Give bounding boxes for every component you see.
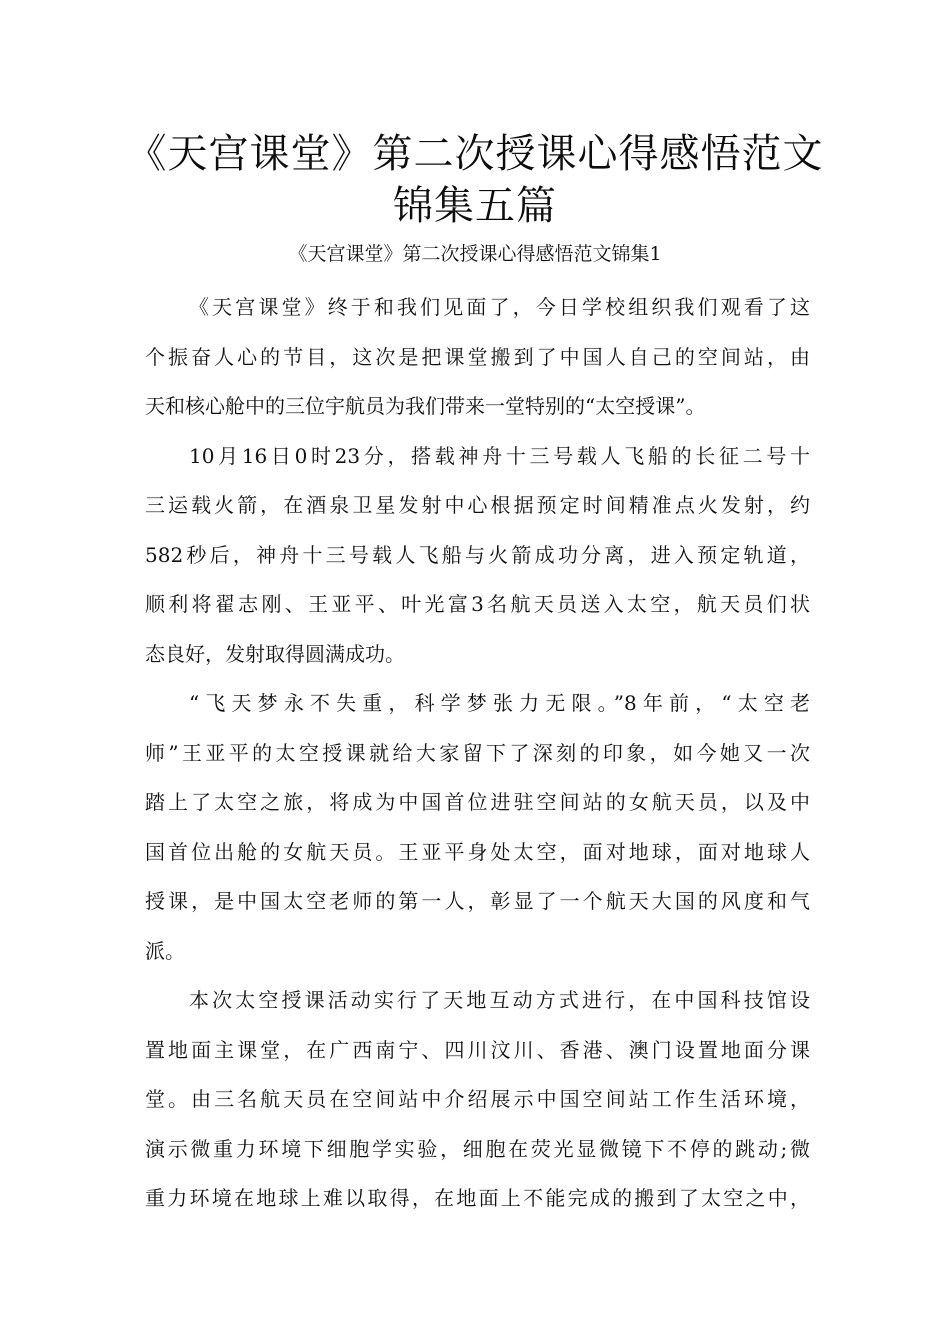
- paragraph: [145, 432, 810, 680]
- text-line: 三运载火箭，在酒泉卫星发射中心根据预定时间精准点火发射，约: [145, 493, 810, 517]
- document-title-line-1: 《天宫课堂》第二次授课心得感悟范文: [126, 131, 824, 177]
- paragraph: [145, 976, 810, 1224]
- text-line: 国首位出舱的女航天员。王亚平身处太空，面对地球，面对地球人: [145, 839, 810, 864]
- text-line: 个振奋人心的节目，这次是把课堂搬到了中国人自己的空间站，由: [145, 344, 810, 369]
- text-line: 置地面主课堂，在广西南宁、四川汶川、香港、澳门设置地面分课: [145, 1037, 810, 1062]
- text-line: 师”王亚平的太空授课就给大家留下了深刻的印象，如今她又一次: [145, 740, 810, 765]
- text-line: 授课，是中国太空老师的第一人，彰显了一个航天大国的风度和气: [145, 889, 810, 913]
- section-subtitle: 《天宫课堂》第二次授课心得感悟范文锦集1: [288, 243, 662, 265]
- text-line: 582秒后，神舟十三号载人飞船与火箭成功分离，进入预定轨道，: [145, 542, 810, 567]
- text-line: 派。: [145, 938, 185, 963]
- text-line: 态良好，发射取得圆满成功。: [145, 641, 405, 666]
- paragraph: [145, 679, 810, 976]
- paragraph: [145, 283, 810, 432]
- document-title-line-2: 锦集五篇: [393, 183, 557, 229]
- text-line: 《天宫课堂》终于和我们见面了，今日学校组织我们观看了这: [189, 295, 810, 319]
- text-line: 重力环境在地球上难以取得，在地面上不能完成的搬到了太空之中，: [145, 1186, 810, 1210]
- text-line: 天和核心舱中的三位宇航员为我们带来一堂特别的“太空授课”。: [145, 394, 706, 418]
- text-line: 堂。由三名航天员在空间站中介绍展示中国空间站工作生活环境，: [145, 1087, 810, 1111]
- document-body: [145, 283, 810, 1224]
- text-line: 演示微重力环境下细胞学实验，细胞在荧光显微镜下不停的跳动;微: [145, 1136, 810, 1161]
- text-line: 踏上了太空之旅，将成为中国首位进驻空间站的女航天员，以及中: [145, 790, 810, 814]
- text-line: “飞天梦永不失重，科学梦张力无限。”8年前，“太空老: [189, 691, 810, 715]
- text-line: 10月16日0时23分，搭载神舟十三号载人飞船的长征二号十: [189, 443, 810, 468]
- text-line: 顺利将翟志刚、王亚平、叶光富3名航天员送入太空，航天员们状: [145, 592, 810, 616]
- text-line: 本次太空授课活动实行了天地互动方式进行，在中国科技馆设: [189, 988, 810, 1012]
